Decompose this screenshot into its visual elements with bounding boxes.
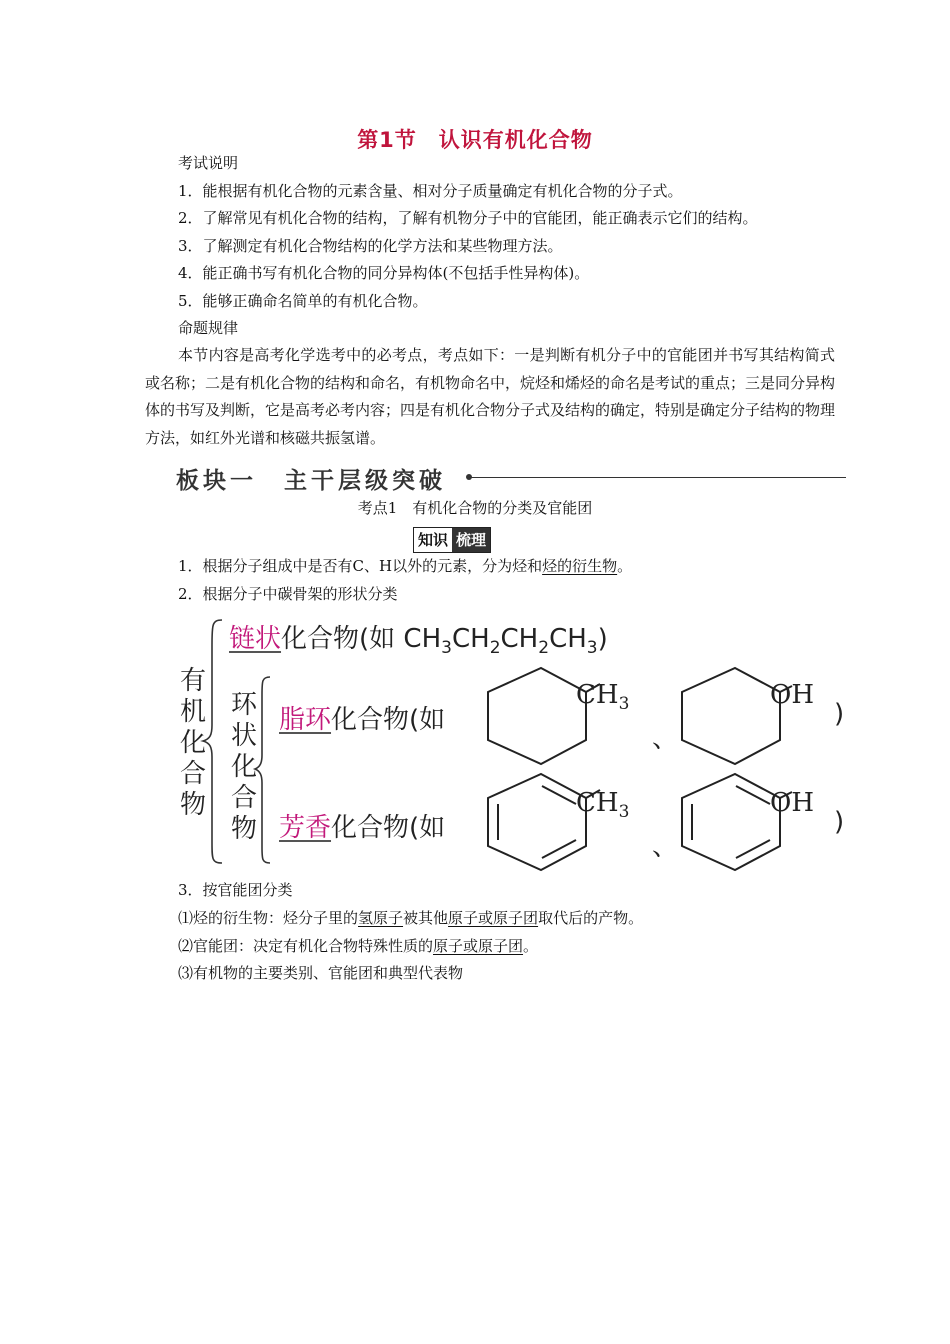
- rule-heading: 命题规律: [178, 319, 239, 337]
- page-title: 第1节 认识有机化合物: [357, 128, 593, 152]
- chain-sub: 3: [586, 638, 598, 659]
- paragraph-3-2: [178, 936, 538, 956]
- p3-2-blank: 原子或原子团: [433, 937, 524, 955]
- p1-blank: 烃的衍生物: [542, 557, 618, 575]
- aromatic-blank: 芳香: [279, 813, 332, 843]
- chain-formula: CH: [451, 624, 490, 654]
- p3-1-blank2: 原子或原子团: [448, 909, 539, 927]
- p3-1-blank1: 氢原子: [358, 909, 404, 927]
- chain-sub: 2: [489, 638, 501, 659]
- inner-brace: [255, 677, 270, 863]
- badge-part1: 知识: [414, 528, 452, 552]
- exam-item: 4．能正确书写有机化合物的同分异构体(不包括手性异构体)。: [178, 264, 590, 282]
- chain-blank: 链状: [229, 624, 282, 654]
- ring-label: 环状化合物: [230, 690, 257, 844]
- p3-1-mid: 被其他: [403, 909, 449, 927]
- separator-1: 、: [652, 724, 679, 754]
- paragraph-1: [178, 556, 632, 576]
- paragraph-3-3: ⑶有机物的主要类别、官能团和典型代表物: [178, 964, 464, 982]
- chain-formula: CH: [549, 624, 587, 654]
- chain-rest: 化合物(如 CH: [281, 624, 442, 654]
- exam-desc-heading: 考试说明: [178, 154, 239, 172]
- badge-part2: 梳理: [452, 528, 490, 552]
- aromatic-rest: 化合物(如: [331, 813, 446, 843]
- oh-label-2: OH: [770, 788, 814, 818]
- ch3-text: CH: [576, 680, 619, 710]
- chain-row: [229, 618, 608, 658]
- ch3-label-2: [576, 788, 629, 822]
- paragraph-2: 2．根据分子中碳骨架的形状分类: [178, 585, 398, 603]
- exam-item: 1．能根据有机化合物的元素含量、相对分子质量确定有机化合物的分子式。: [178, 182, 683, 200]
- p3-2-before: ⑵官能团：决定有机化合物特殊性质的: [178, 937, 434, 955]
- aromatic-row: [279, 807, 445, 844]
- alicyclic-rest: 化合物(如: [331, 705, 446, 735]
- close-paren-2: ): [834, 807, 845, 837]
- rule-paragraph: 本节内容是高考化学选考中的必考点，考点如下：一是判断有机分子中的官能团并书写其结构简式或名称；二是有机化合物的结构和命名，有机物命名中，烷烃和烯烃的命名是考试的重点；三是同分异构体的书写及判断，它是高考必考内容；四是有机化合物分子式及结构的确定，特别是确定分子结构的物理方法，如红外光谱和核磁共振氢谱。: [145, 346, 836, 447]
- knowledge-badge: [413, 527, 491, 553]
- ch3-label-1: [576, 680, 629, 714]
- exam-item: 3．了解测定有机化合物结构的化学方法和某些物理方法。: [178, 237, 563, 255]
- outer-brace: [203, 620, 222, 863]
- p3-1-after: 取代后的产物。: [538, 909, 644, 927]
- ch3-sub: 3: [618, 802, 630, 823]
- alicyclic-row: [279, 699, 445, 736]
- section-banner: 板块一 主干层级突破: [176, 468, 446, 494]
- banner-rule: [470, 477, 846, 478]
- exam-item: 5．能够正确命名简单的有机化合物。: [178, 292, 428, 310]
- cyclohexane-ring: [682, 668, 780, 764]
- benzene-ring: [682, 774, 780, 870]
- close-paren-1: ): [834, 699, 845, 729]
- cyclohexane-ring: [488, 668, 586, 764]
- chain-formula: CH: [500, 624, 539, 654]
- cyclohexanol-structure: [678, 664, 838, 768]
- exam-item: 2．了解常见有机化合物的结构，了解有机物分子中的官能团，能正确表示它们的结构。: [178, 209, 758, 227]
- paragraph-3: 3．按官能团分类: [178, 881, 293, 899]
- separator-2: 、: [652, 832, 679, 862]
- p1-after: 。: [617, 557, 633, 575]
- p1-before: 1．根据分子组成中是否有C、H以外的元素，分为烃和: [178, 557, 543, 575]
- kaodian-heading: 考点1 有机化合物的分类及官能团: [357, 499, 593, 517]
- alicyclic-blank: 脂环: [279, 705, 332, 735]
- chain-formula: ): [597, 624, 608, 654]
- paragraph-3-1: [178, 908, 643, 928]
- benzene-ring: [488, 774, 586, 870]
- p3-1-before: ⑴烃的衍生物：烃分子里的: [178, 909, 359, 927]
- chain-sub: 3: [441, 638, 452, 659]
- oh-label-1: OH: [770, 680, 814, 710]
- ch3-text: CH: [576, 788, 619, 818]
- chain-sub: 2: [538, 638, 550, 659]
- root-label: 有机化合物: [179, 666, 206, 820]
- ch3-sub: 3: [618, 694, 630, 715]
- p3-2-after: 。: [523, 937, 539, 955]
- phenol-structure: [678, 770, 838, 874]
